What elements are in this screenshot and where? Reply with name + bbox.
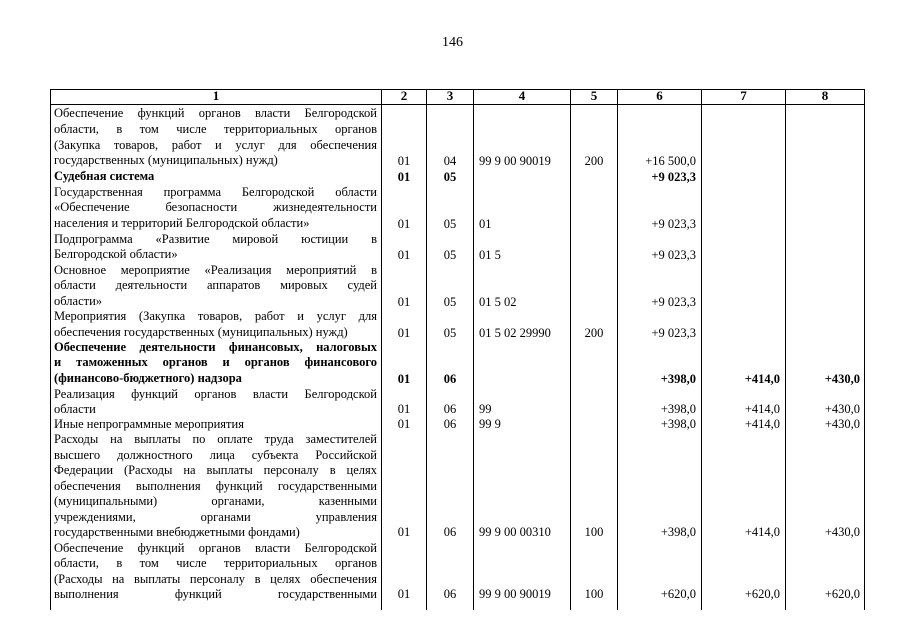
row-8-amount-col6: +398,0 — [660, 417, 696, 431]
row-3-line-0: Подпрограмма «Развитие мировой юстиции в — [54, 232, 377, 246]
row-5-line-1: обеспечения государственных (муниципальных) нужд) — [54, 325, 348, 339]
row-6-section: 01 — [397, 372, 411, 386]
row-8-subsection: 06 — [443, 417, 457, 431]
row-10-line-0: Обеспечение функций органов власти Белгородской — [54, 541, 377, 555]
row-1-amount-col6: +9 023,3 — [651, 170, 696, 184]
row-4-target-article: 01 5 02 — [479, 295, 517, 309]
row-6-amount-col6: +398,0 — [660, 372, 696, 386]
row-0-target-article: 99 9 00 90019 — [479, 154, 551, 168]
row-1-line-0: Судебная система — [54, 169, 155, 183]
page-number: 146 — [442, 35, 463, 50]
row-10-amount-col6: +620,0 — [660, 587, 696, 601]
row-2-target-article: 01 — [479, 217, 492, 231]
row-6-amount-col7: +414,0 — [744, 372, 780, 386]
row-5-amount-col6: +9 023,3 — [651, 326, 696, 340]
row-10-section: 01 — [397, 587, 411, 601]
col-header-4: 4 — [518, 88, 526, 103]
row-7-amount-col8: +430,0 — [824, 402, 860, 416]
row-10-subsection: 06 — [443, 587, 457, 601]
row-6-line-1: и таможенных органов и органов финансового — [54, 355, 377, 369]
col-divider-6 — [701, 90, 702, 610]
row-9-expense-type: 100 — [584, 525, 604, 539]
col-divider-5 — [617, 90, 618, 610]
row-9-amount-col6: +398,0 — [660, 525, 696, 539]
row-7-subsection: 06 — [443, 402, 457, 416]
col-header-1: 1 — [212, 88, 220, 103]
row-10-line-3: выполнения функций государственными — [54, 587, 377, 601]
row-0-subsection: 04 — [443, 154, 457, 168]
col-divider-2 — [426, 90, 427, 610]
col-divider-1 — [381, 90, 382, 610]
row-0-expense-type: 200 — [584, 154, 604, 168]
col-divider-7 — [785, 90, 786, 610]
col-header-8: 8 — [821, 88, 829, 103]
row-0-amount-col6: +16 500,0 — [645, 154, 696, 168]
row-4-amount-col6: +9 023,3 — [651, 295, 696, 309]
row-2-section: 01 — [397, 217, 411, 231]
row-3-target-article: 01 5 — [479, 248, 501, 262]
row-9-section: 01 — [397, 525, 411, 539]
row-9-amount-col7: +414,0 — [744, 525, 780, 539]
col-header-2: 2 — [400, 88, 408, 103]
col-header-7: 7 — [740, 88, 747, 103]
row-9-subsection: 06 — [443, 525, 457, 539]
row-0-line-1: области, в том числе территориальных органов — [54, 122, 377, 136]
row-4-section: 01 — [397, 295, 411, 309]
row-5-section: 01 — [397, 326, 411, 340]
row-10-target-article: 99 9 00 90019 — [479, 587, 551, 601]
row-5-expense-type: 200 — [584, 326, 604, 340]
row-10-line-1: области, в том числе территориальных органов — [54, 556, 377, 570]
row-7-line-1: области — [54, 402, 96, 416]
col-divider-4 — [570, 90, 571, 610]
row-10-amount-col7: +620,0 — [744, 587, 780, 601]
row-5-line-0: Мероприятия (Закупка товаров, работ и услуг для — [54, 309, 377, 323]
row-1-subsection: 05 — [443, 170, 457, 184]
row-7-line-0: Реализация функций органов власти Белгородской — [54, 387, 377, 401]
row-7-amount-col7: +414,0 — [744, 402, 780, 416]
row-4-subsection: 05 — [443, 295, 457, 309]
col-header-5: 5 — [590, 88, 598, 103]
row-7-amount-col6: +398,0 — [660, 402, 696, 416]
row-2-line-0: Государственная программа Белгородской области — [54, 185, 377, 199]
row-9-line-1: высшего должностного лица субъекта Российской — [54, 448, 377, 462]
row-9-line-6: государственными внебюджетными фондами) — [54, 525, 300, 539]
row-10-expense-type: 100 — [584, 587, 604, 601]
row-4-line-1: области деятельности аппаратов мировых судей — [54, 278, 377, 292]
row-5-target-article: 01 5 02 29990 — [479, 326, 551, 340]
row-1-section: 01 — [397, 170, 411, 184]
row-10-amount-col8: +620,0 — [824, 587, 860, 601]
row-9-line-5: учреждениями, органами управления — [54, 510, 377, 524]
row-6-subsection: 06 — [443, 372, 457, 386]
row-7-section: 01 — [397, 402, 411, 416]
row-9-line-4: (муниципальными) органами, казенными — [54, 494, 377, 508]
row-3-amount-col6: +9 023,3 — [651, 248, 696, 262]
row-8-line-0: Иные непрограммные мероприятия — [54, 417, 244, 431]
row-9-line-0: Расходы на выплаты по оплате труда заместителей — [54, 432, 377, 446]
row-2-line-2: населения и территорий Белгородской области» — [54, 216, 310, 230]
row-0-section: 01 — [397, 154, 411, 168]
row-5-subsection: 05 — [443, 326, 457, 340]
row-3-subsection: 05 — [443, 248, 457, 262]
col-header-3: 3 — [446, 88, 454, 103]
row-9-amount-col8: +430,0 — [824, 525, 860, 539]
row-7-target-article: 99 — [479, 402, 492, 416]
col-header-6: 6 — [656, 88, 663, 103]
row-0-line-2: (Закупка товаров, работ и услуг для обеспечения — [54, 138, 377, 152]
row-6-line-2: (финансово-бюджетного) надзора — [54, 371, 242, 385]
row-3-line-1: Белгородской области» — [54, 247, 178, 261]
row-8-target-article: 99 9 — [479, 417, 501, 431]
col-divider-3 — [473, 90, 474, 610]
row-9-line-2: Федерации (Расходы на выплаты персоналу в целях — [54, 463, 377, 477]
row-2-amount-col6: +9 023,3 — [651, 217, 696, 231]
row-2-line-1: «Обеспечение безопасности жизнедеятельности — [54, 200, 377, 214]
row-8-amount-col7: +414,0 — [744, 417, 780, 431]
row-4-line-0: Основное мероприятие «Реализация мероприятий в — [54, 263, 377, 277]
row-3-section: 01 — [397, 248, 411, 262]
row-10-line-2: (Расходы на выплаты персоналу в целях обеспечения — [54, 572, 377, 586]
row-9-target-article: 99 9 00 00310 — [479, 525, 551, 539]
row-8-amount-col8: +430,0 — [824, 417, 860, 431]
row-0-line-0: Обеспечение функций органов власти Белгородской — [54, 106, 377, 120]
row-9-line-3: обеспечения выполнения функций государственными — [54, 479, 377, 493]
row-6-line-0: Обеспечение деятельности финансовых, налоговых — [54, 340, 377, 354]
table-right-border — [864, 90, 865, 610]
row-2-subsection: 05 — [443, 217, 457, 231]
row-4-line-2: области» — [54, 294, 103, 308]
table-left-border — [50, 90, 51, 610]
row-8-section: 01 — [397, 417, 411, 431]
row-0-line-3: государственных (муниципальных) нужд) — [54, 153, 278, 167]
row-6-amount-col8: +430,0 — [824, 372, 860, 386]
header-bottom-border — [50, 104, 865, 105]
